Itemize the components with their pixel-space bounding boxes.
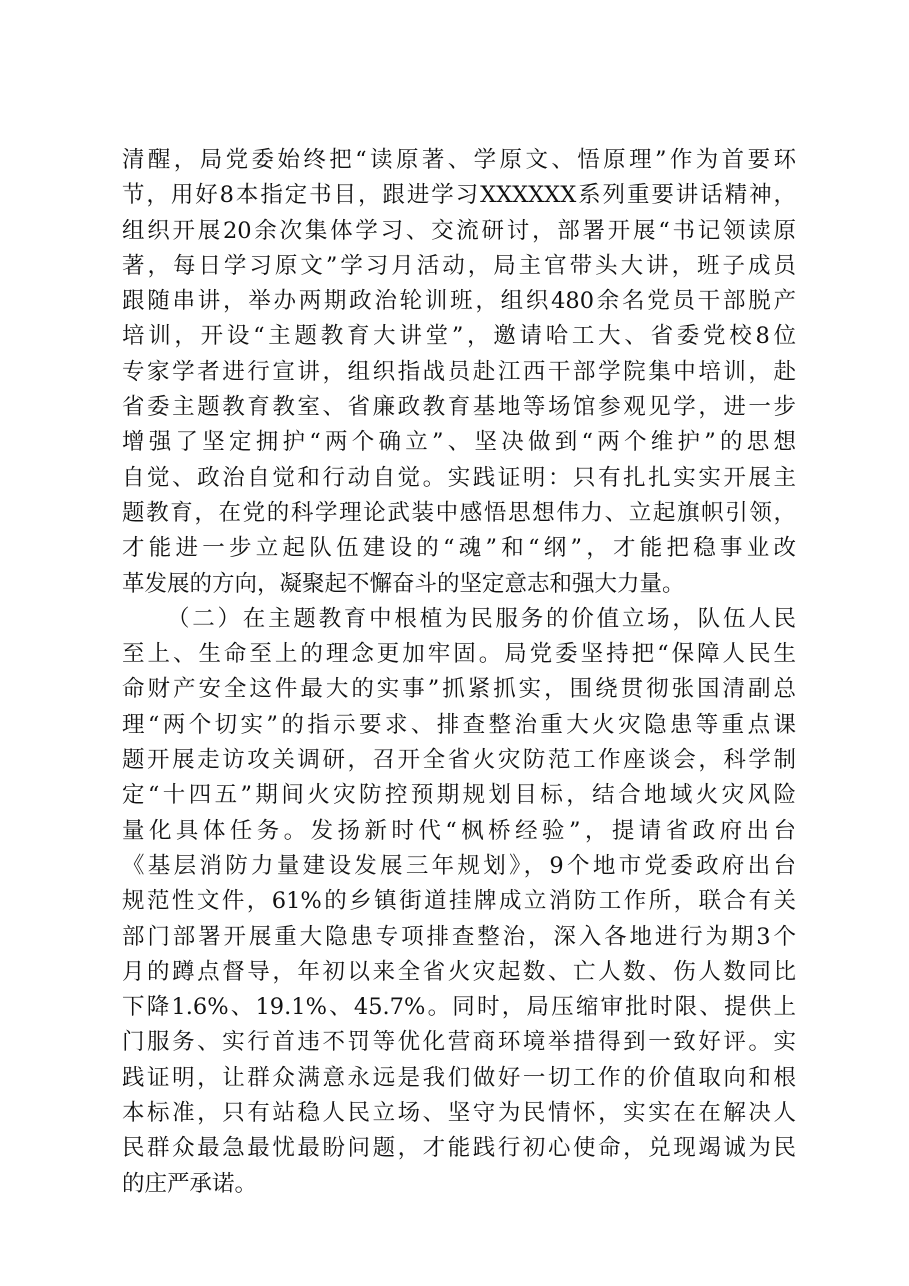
paragraph-line: 著，每日学习原文”学习月活动，局主官带头大讲，班子成员	[122, 252, 796, 279]
paragraph-1	[122, 143, 796, 602]
paragraph-line: 题教育，在党的科学理论武装中感悟思想伟力、立起旗帜引领，	[122, 499, 796, 526]
paragraph-line: 本标准，只有站稳人民立场、坚守为民情怀，实实在在解决人	[122, 1100, 796, 1127]
paragraph-line: 革发展的方向，凝聚起不懈奋斗的坚定意志和强大力量。	[122, 570, 685, 597]
paragraph-line: 专家学者进行宣讲，组织指战员赴江西干部学院集中培训，赴	[122, 358, 796, 385]
paragraph-line: （二）在主题教育中根植为民服务的价值立场，队伍人民	[167, 605, 796, 632]
paragraph-line: 省委主题教育教室、省廉政教育基地等场馆参观见学，进一步	[122, 394, 796, 421]
paragraph-line: 的庄严承诺。	[122, 1170, 258, 1197]
paragraph-line: 跟随串讲，举办两期政治轮训班，组织480余名党员干部脱产	[122, 288, 796, 315]
paragraph-line: 命财产安全这件最大的实事”抓紧抓实，围绕贯彻张国清副总	[122, 676, 796, 703]
paragraph-line: 增强了坚定拥护“两个确立”、坚决做到“两个维护”的思想	[122, 429, 796, 456]
paragraph-line: 民群众最急最忧最盼问题，才能践行初心使命，兑现竭诚为民	[122, 1135, 796, 1162]
paragraph-line: 节，用好8本指定书目，跟进学习XXXXXX系列重要讲话精神，	[122, 182, 796, 209]
paragraph-line: 理“两个切实”的指示要求、排查整治重大火灾隐患等重点课	[122, 711, 796, 738]
paragraph-line: 践证明，让群众满意永远是我们做好一切工作的价值取向和根	[122, 1064, 796, 1091]
paragraph-line: 题开展走访攻关调研，召开全省火灾防范工作座谈会，科学制	[122, 747, 796, 774]
paragraph-line: 才能进一步立起队伍建设的“魂”和“纲”，才能把稳事业改	[122, 535, 796, 562]
document-body	[122, 143, 796, 1202]
paragraph-line: 规范性文件，61%的乡镇街道挂牌成立消防工作所，联合有关	[122, 888, 796, 915]
paragraph-line: 定“十四五”期间火灾防控预期规划目标，结合地域火灾风险	[122, 782, 796, 809]
paragraph-line: 培训，开设“主题教育大讲堂”，邀请哈工大、省委党校8位	[122, 323, 796, 350]
paragraph-line: 清醒，局党委始终把“读原著、学原文、悟原理”作为首要环	[122, 147, 796, 173]
paragraph-line: 自觉、政治自觉和行动自觉。实践证明：只有扎扎实实开展主	[122, 464, 796, 491]
paragraph-line: 量化具体任务。发扬新时代“枫桥经验”，提请省政府出台	[122, 817, 796, 844]
paragraph-line: 《基层消防力量建设发展三年规划》，9个地市党委政府出台	[122, 852, 796, 879]
paragraph-line: 下降1.6%、19.1%、45.7%。同时，局压缩审批时限、提供上	[122, 994, 796, 1021]
paragraph-line: 月的蹲点督导，年初以来全省火灾起数、亡人数、伤人数同比	[122, 958, 796, 985]
paragraph-2	[122, 602, 796, 1202]
paragraph-line: 门服务、实行首违不罚等优化营商环境举措得到一致好评。实	[122, 1029, 796, 1056]
paragraph-line: 组织开展20余次集体学习、交流研讨，部署开展“书记领读原	[122, 217, 796, 244]
paragraph-line: 至上、生命至上的理念更加牢固。局党委坚持把“保障人民生	[122, 641, 796, 668]
paragraph-line: 部门部署开展重大隐患专项排查整治，深入各地进行为期3个	[122, 923, 796, 950]
